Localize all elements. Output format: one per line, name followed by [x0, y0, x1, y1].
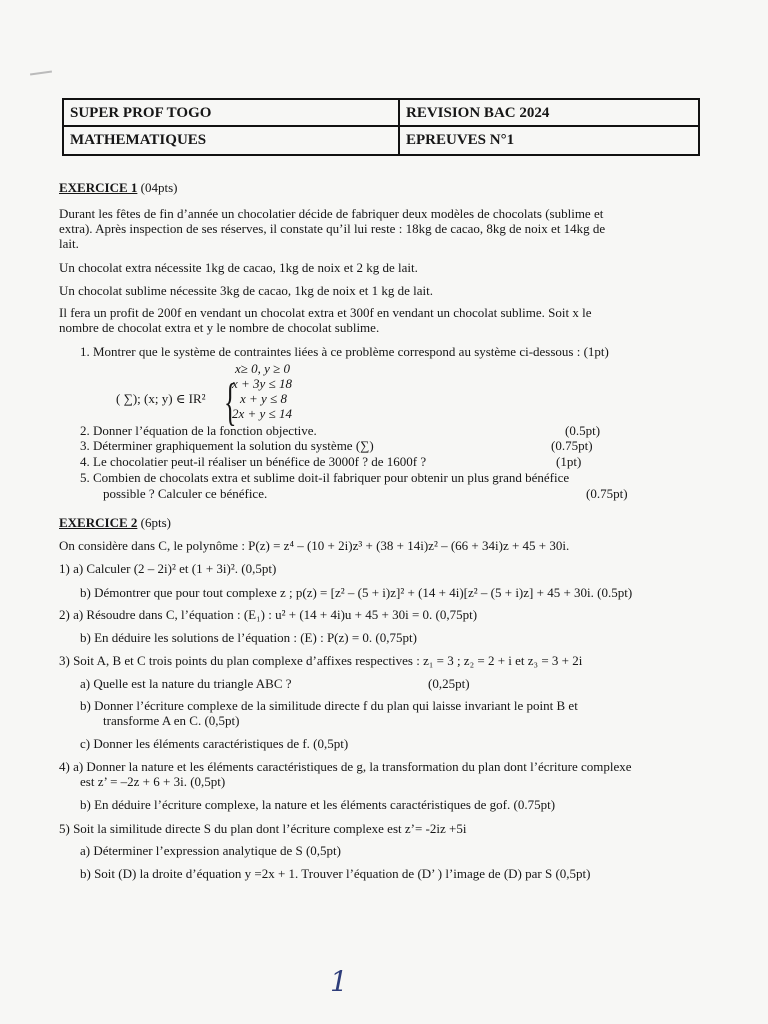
- system-brace: {: [224, 374, 237, 431]
- ex2-question-4a-line-2: est z’ = –2z + 6 + 3i. (0,5pt): [80, 774, 226, 789]
- ex2-question-3c: c) Donner les éléments caractéristiques de f. (0,5pt): [80, 736, 349, 751]
- exercise-1-heading: [59, 180, 177, 195]
- ex1-question-1: 1. Montrer que le système de contraintes liées à ce problème correspond au système ci-dessous : (1pt): [80, 344, 609, 359]
- ex2-question-3: 3) Soit A, B et C trois points du plan complexe d’affixes respectives : z₁ = 3 ; z₂ = 2 + i et z₃ = 3 + 2i: [59, 653, 583, 668]
- ex2-question-3b-line-1: b) Donner l’écriture complexe de la similitude directe f du plan qui laisse invariant le point B et: [80, 698, 578, 713]
- ex2-intro: On considère dans C, le polynôme : P(z) = z⁴ – (10 + 2i)z³ + (38 + 14i)z² – (66 + 34i)z + 45 + 30i.: [59, 538, 570, 553]
- ex2-question-5b: b) Soit (D) la droite d’équation y =2x + 1. Trouver l’équation de (D’ ) l’image de (D) par S (0,5pt): [80, 866, 591, 881]
- exercise-1-points: (04pts): [140, 180, 178, 195]
- ex1-question-4: 4. Le chocolatier peut-il réaliser un bénéfice de 3000f ? de 1600f ?: [80, 454, 427, 469]
- system-line-1: x + 3y ≤ 18: [232, 376, 292, 391]
- ex1-question-4-points: (1pt): [556, 454, 582, 469]
- ex1-paragraph-4-line-1: Il fera un profit de 200f en vendant un chocolat extra et 300f en vendant un chocolat sublime. Soit x le: [59, 305, 592, 320]
- ex2-question-2b: b) En déduire les solutions de l’équation : (E) : P(z) = 0. (0,75pt): [80, 630, 417, 645]
- subject-name: MATHEMATIQUES: [64, 127, 400, 154]
- ex2-question-5a: a) Déterminer l’expression analytique de S (0,5pt): [80, 843, 341, 858]
- header-table: [62, 98, 700, 156]
- ex2-question-3b-line-2: transforme A en C. (0,5pt): [103, 713, 240, 728]
- ex2-question-5: 5) Soit la similitude directe S du plan dont l’écriture complexe est z’= -2iz +5i: [59, 821, 467, 836]
- exercise-2-heading: [59, 515, 171, 530]
- ex2-question-3a-points: (0,25pt): [428, 676, 470, 691]
- ex1-paragraph-3: Un chocolat sublime nécessite 3kg de cacao, 1kg de noix et 1 kg de lait.: [59, 283, 433, 298]
- ex1-paragraph-1-line-1: Durant les fêtes de fin d’année un chocolatier décide de fabriquer deux modèles de chocolats (sublime et: [59, 206, 604, 221]
- ex1-paragraph-1-line-3: lait.: [59, 236, 79, 251]
- ex1-question-5-line-2: possible ? Calculer ce bénéfice.: [103, 486, 268, 501]
- ex1-paragraph-4-line-2: nombre de chocolat extra et y le nombre de chocolat sublime.: [59, 320, 380, 335]
- system-label: ( ∑); (x; y) ∈ IR²: [116, 391, 206, 406]
- system-line-2: x + y ≤ 8: [240, 391, 287, 406]
- exercise-2-title: EXERCICE 2: [59, 515, 138, 530]
- exercise-1-title: EXERCICE 1: [59, 180, 138, 195]
- ex2-question-4b: b) En déduire l’écriture complexe, la nature et les éléments caractéristiques de gof. (0.75pt): [80, 797, 556, 812]
- epreuve-number: EPREUVES N°1: [406, 132, 515, 148]
- ex1-question-2: 2. Donner l’équation de la fonction objective.: [80, 423, 317, 438]
- system-line-3: 2x + y ≤ 14: [232, 406, 292, 421]
- ex1-question-2-points: (0.5pt): [565, 423, 601, 438]
- exercise-2-points: (6pts): [140, 515, 171, 530]
- ex2-question-1b: b) Démontrer que pour tout complexe z ; p(z) = [z² – (5 + i)z]² + (14 + 4i)[z² – (5 + i)z] + 45 + 30i. (0.5pt): [80, 585, 633, 600]
- ex1-paragraph-1-line-2: extra). Après inspection de ses réserves, il constate qu’il lui reste : 18kg de cacao, 8kg de noix et 14kg de: [59, 221, 606, 236]
- ex1-question-5-points: (0.75pt): [586, 486, 628, 501]
- ex1-paragraph-2: Un chocolat extra nécessite 1kg de cacao, 1kg de noix et 2 kg de lait.: [59, 260, 418, 275]
- page-number: 1: [330, 965, 348, 998]
- ex2-question-3a: a) Quelle est la nature du triangle ABC ?: [80, 676, 292, 691]
- system-line-0: x≥ 0, y ≥ 0: [235, 361, 291, 376]
- revision-title: REVISION BAC 2024: [400, 100, 698, 127]
- ex2-question-1a: 1) a) Calculer (2 – 2i)² et (1 + 3i)². (0,5pt): [59, 561, 277, 576]
- ex2-question-2a: 2) a) Résoudre dans C, l’équation : (E₁) : u² + (14 + 4i)u + 45 + 30i = 0. (0,75pt): [59, 607, 478, 622]
- ex2-question-4a-line-1: 4) a) Donner la nature et les éléments caractéristiques de g, la transformation du plan dont l’écriture complexe: [59, 759, 632, 774]
- ex1-question-3: 3. Déterminer graphiquement la solution du système (∑): [80, 438, 374, 453]
- school-name: SUPER PROF TOGO: [64, 100, 400, 127]
- ex1-question-5-line-1: 5. Combien de chocolats extra et sublime doit-il fabriquer pour obtenir un plus grand bénéfice: [80, 470, 570, 485]
- pen-mark: [30, 70, 52, 75]
- ex1-question-3-points: (0.75pt): [551, 438, 593, 453]
